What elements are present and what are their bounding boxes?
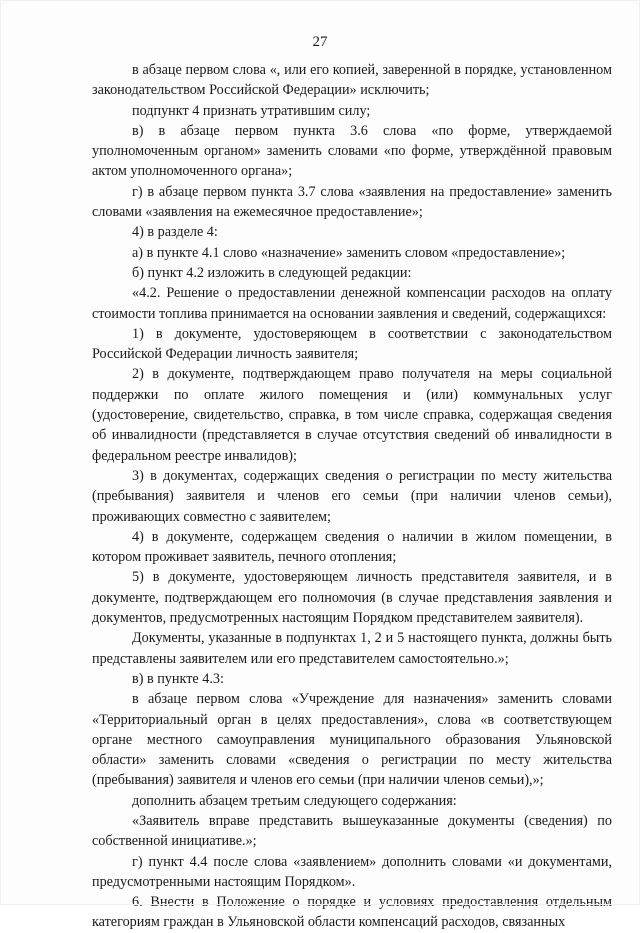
- paragraph-6: а) в пункте 4.1 слово «назначение» заменить словом «предоставление»;: [132, 244, 566, 261]
- paragraph-2: подпункт 4 признать утратившим силу;: [132, 102, 371, 119]
- paragraph-10: 2) в документе, подтверждающем право получателя на меры социальной поддержки по оплате жилого помещения и (или) коммунальных услуг (удостоверение, свидетельство, справка, в том числе справка, содержащая сведения об инвалидности (представляется в случае отсутствия сведений об инвалидности в федеральном реестре инвалидов);: [92, 366, 612, 464]
- paragraph-1: в абзаце первом слова «, или его копией, заверенной в порядке, установленном законодательством Российской Федерации» исключить;: [92, 62, 612, 99]
- paragraph-19: г) пункт 4.4 после слова «заявлением» дополнить словами «и документами, предусмотренными настоящим Порядком».: [92, 853, 612, 890]
- paragraph-13: 5) в документе, удостоверяющем личность представителя заявителя, и в документе, подтверждающем его полномочия (в случае представления заявления и документов, предусмотренных настоящим Порядком представителем заявителя).: [92, 569, 612, 627]
- paragraph-8: «4.2. Решение о предоставлении денежной компенсации расходов на оплату стоимости топлива принимается на основании заявления и сведений, содержащихся:: [92, 285, 612, 322]
- paragraph-12: 4) в документе, содержащем сведения о наличии в жилом помещении, в котором проживает заявитель, печного отопления;: [92, 528, 612, 566]
- paragraph-18: «Заявитель вправе представить вышеуказанные документы (сведения) по собственной инициативе.»;: [92, 812, 612, 850]
- paragraph-3: в) в абзаце первом пункта 3.6 слова «по форме, утверждаемой уполномоченным органом» заменить словами «по форме, утверждённой правовым актом уполномоченного органа»;: [92, 122, 612, 180]
- paragraph-4: г) в абзаце первом пункта 3.7 слова «заявления на предоставление» заменить словами «заявления на ежемесячное предоставление»;: [92, 183, 612, 221]
- paragraph-17: дополнить абзацем третьим следующего содержания:: [132, 792, 457, 809]
- document-body: [92, 60, 612, 933]
- paragraph-14: Документы, указанные в подпунктах 1, 2 и 5 настоящего пункта, должны быть представлены заявителем или его представителем самостоятельно.»;: [92, 630, 612, 667]
- paragraph-7: б) пункт 4.2 изложить в следующей редакции:: [132, 264, 412, 281]
- paragraph-15: в) в пункте 4.3:: [132, 670, 224, 687]
- paragraph-11: 3) в документах, содержащих сведения о регистрации по месту жительства (пребывания) заявителя и членов его семьи (при наличии членов семьи), проживающих совместно с заявителем;: [92, 467, 612, 525]
- paragraph-20: 6. Внести в Положение о порядке и условиях предоставления отдельным категориям граждан в Ульяновской области компенсаций расходов, связанных: [92, 894, 612, 931]
- page-number: 27: [312, 34, 328, 50]
- paragraph-5: 4) в разделе 4:: [132, 224, 218, 241]
- paragraph-9: 1) в документе, удостоверяющем в соответствии с законодательством Российской Федерации личность заявителя;: [92, 325, 612, 363]
- paragraph-16: в абзаце первом слова «Учреждение для назначения» заменить словами «Территориальный орган в целях предоставления», слова «в соответствующем органе местного самоуправления муниципального образования Ульяновской области» заменить словами «сведения о регистрации по месту жительства (пребывания) заявителя и членов его семьи (при наличии членов семьи),»;: [92, 691, 612, 789]
